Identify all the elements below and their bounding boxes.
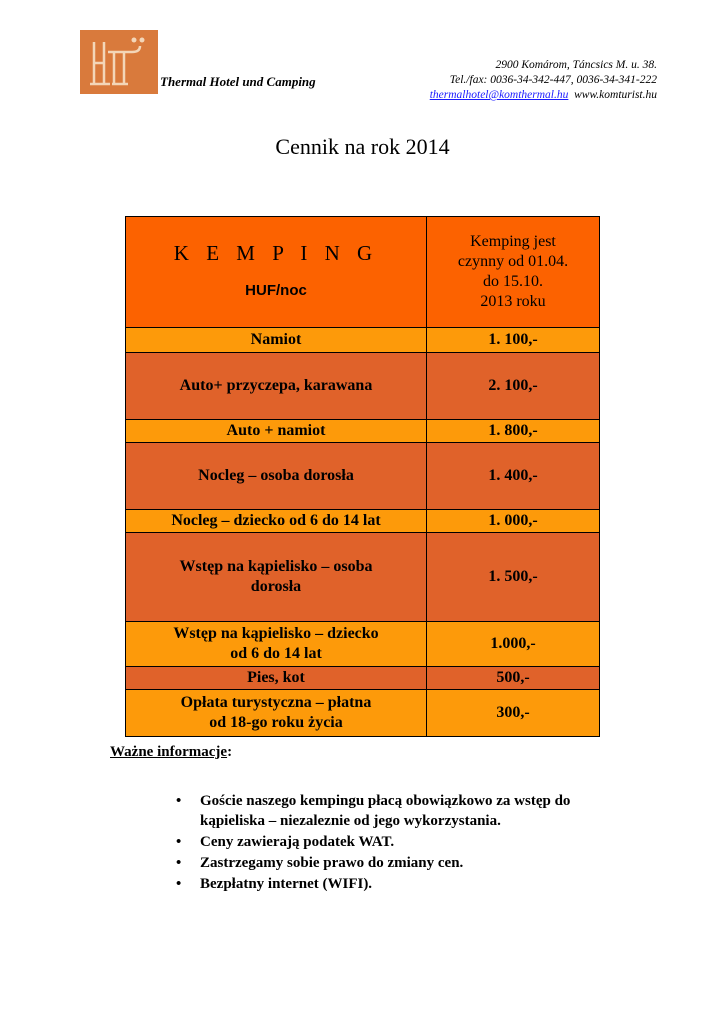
hotel-logo <box>80 30 158 94</box>
bullet-icon: • <box>176 834 182 850</box>
service-cell <box>126 533 427 622</box>
price-row <box>126 533 600 622</box>
info-list <box>174 791 654 895</box>
price-table <box>125 216 600 737</box>
service-label: dorosła <box>250 578 302 595</box>
price-cell: 1. 500,- <box>427 533 600 622</box>
season-info-line: do 15.10. <box>483 273 543 290</box>
web-line <box>430 88 657 103</box>
table-header-row <box>126 217 600 328</box>
info-item-text: Bezpłatny internet (WIFI). <box>200 876 373 892</box>
service-cell <box>126 443 427 510</box>
info-item-text: kąpieliska – niezaleznie od jego wykorzystania. <box>200 813 501 829</box>
price-row <box>126 420 600 443</box>
service-cell <box>126 510 427 533</box>
service-cell <box>126 420 427 443</box>
website-text: www.komturist.hu <box>574 89 657 101</box>
price-row <box>126 622 600 667</box>
info-item <box>174 853 654 873</box>
price-row <box>126 510 600 533</box>
price-row <box>126 353 600 420</box>
price-cell: 1. 000,- <box>427 510 600 533</box>
service-cell <box>126 622 427 667</box>
phone-line: Tel./fax: 0036-34-342-447, 0036-34-341-222 <box>449 74 657 86</box>
price-cell: 1. 800,- <box>427 420 600 443</box>
service-label: od 6 do 14 lat <box>230 645 322 662</box>
info-item-text: Ceny zawierają podatek WAT. <box>200 834 395 850</box>
season-info-line: Kemping jest <box>470 233 556 250</box>
service-label: Namiot <box>250 331 302 348</box>
service-cell <box>126 667 427 690</box>
contact-block <box>430 58 657 103</box>
service-label: Nocleg – osoba dorosła <box>198 467 354 484</box>
service-label: Wstęp na kąpielisko – osoba <box>179 558 373 575</box>
hotel-name: Thermal Hotel und Camping <box>160 74 316 89</box>
service-label: Pies, kot <box>247 669 305 686</box>
email-link[interactable]: thermalhotel@komthermal.hu <box>429 89 569 101</box>
bullet-icon: • <box>176 855 182 871</box>
unit-label: HUF/noc <box>245 282 307 299</box>
price-cell: 2. 100,- <box>427 353 600 420</box>
bullet-icon: • <box>176 793 182 809</box>
service-label: Wstęp na kąpielisko – dziecko <box>173 625 379 642</box>
page-title: Cennik na rok 2014 <box>275 134 450 159</box>
service-cell <box>126 353 427 420</box>
service-label: Opłata turystyczna – płatna <box>180 694 372 711</box>
service-cell <box>126 328 427 353</box>
season-info-cell <box>427 217 600 328</box>
info-item <box>174 832 654 852</box>
service-label: Auto + namiot <box>226 422 326 439</box>
bullet-icon: • <box>176 876 182 892</box>
kemping-heading: K E M P I N G <box>173 241 379 265</box>
season-info-line: 2013 roku <box>480 293 546 310</box>
price-cell: 1.000,- <box>427 622 600 667</box>
price-cell: 1. 100,- <box>427 328 600 353</box>
season-info-line: czynny od 01.04. <box>457 253 569 270</box>
info-heading-text: Ważne informacje <box>110 744 228 760</box>
info-heading-colon: : <box>227 744 233 760</box>
service-label: Nocleg – dziecko od 6 do 14 lat <box>171 512 381 529</box>
price-row <box>126 443 600 510</box>
service-cell <box>126 690 427 737</box>
info-heading <box>110 744 232 761</box>
info-item-text: Zastrzegamy sobie prawo do zmiany cen. <box>200 855 464 871</box>
price-cell: 1. 400,- <box>427 443 600 510</box>
price-cell: 300,- <box>427 690 600 737</box>
service-label: Auto+ przyczepa, karawana <box>179 377 373 394</box>
header-left-cell <box>126 217 427 328</box>
price-cell: 500,- <box>427 667 600 690</box>
info-item <box>174 874 654 894</box>
info-item <box>174 791 654 831</box>
address-line: 2900 Komárom, Táncsics M. u. 38. <box>495 59 657 71</box>
price-row <box>126 690 600 737</box>
info-item-text: Goście naszego kempingu płacą obowiązkowo za wstęp do <box>200 793 571 809</box>
price-row <box>126 328 600 353</box>
service-label: od 18-go roku życia <box>209 714 343 731</box>
price-row <box>126 667 600 690</box>
